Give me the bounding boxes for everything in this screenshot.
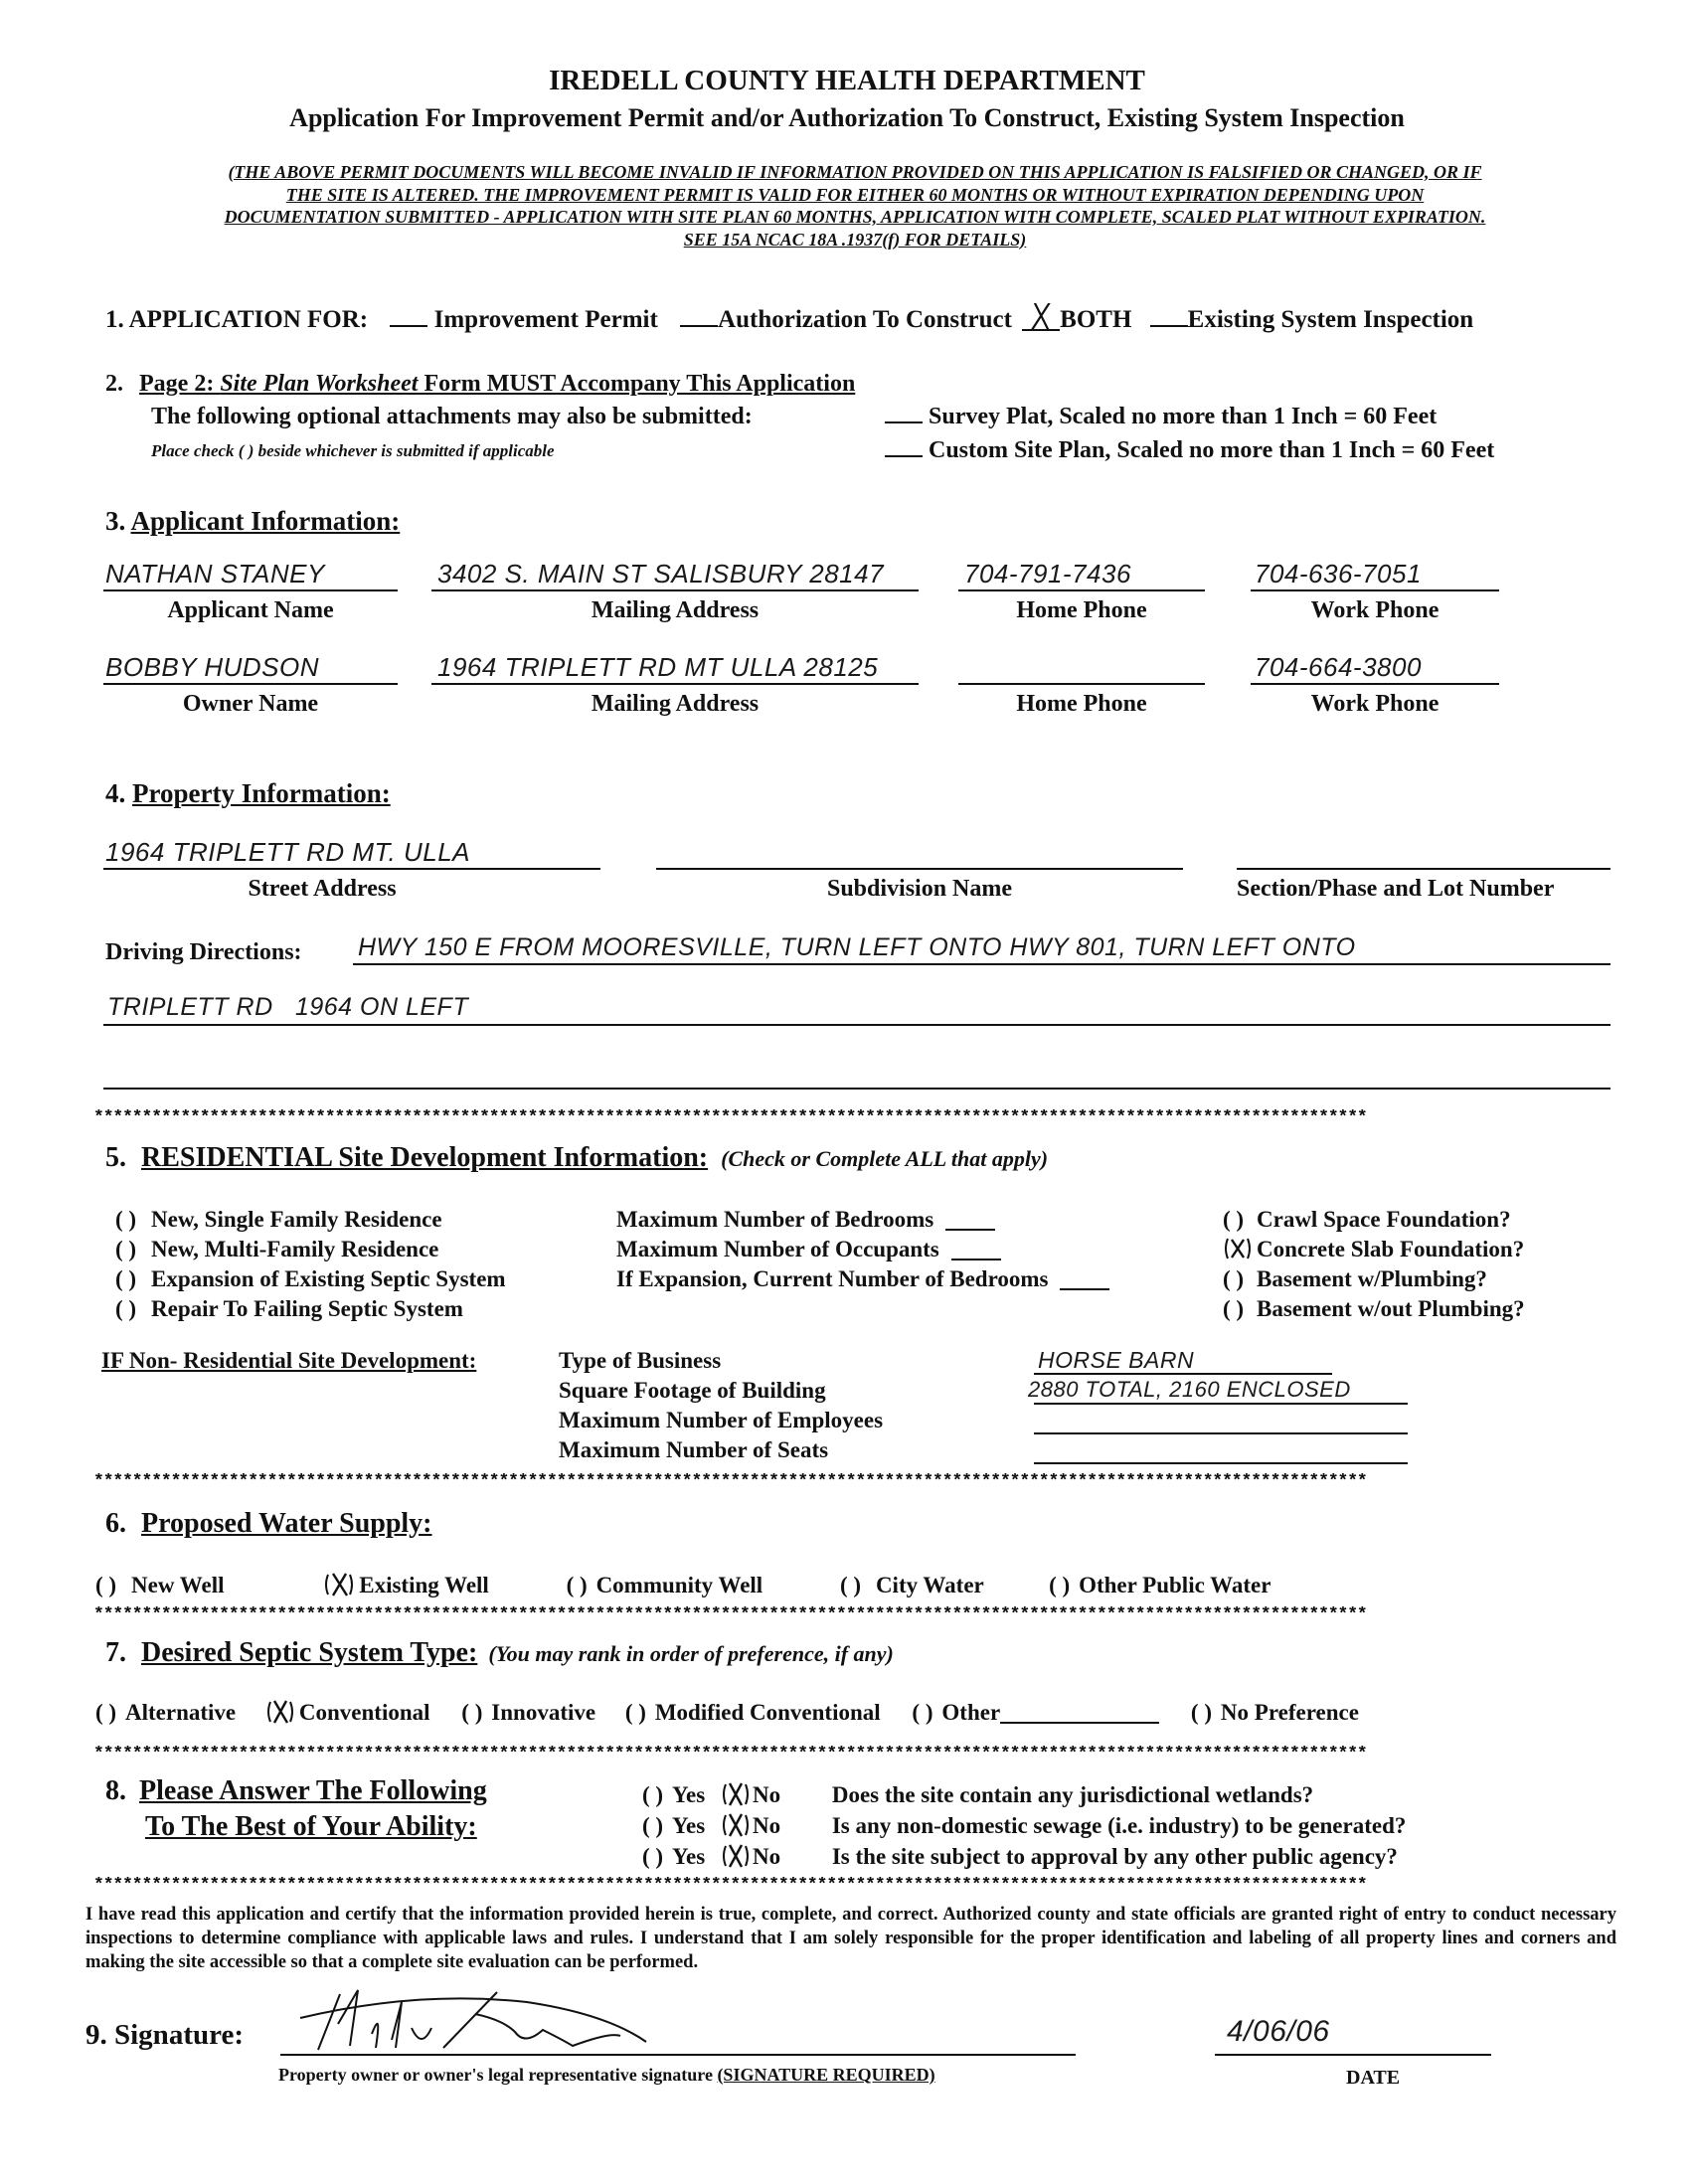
checkbox[interactable]: ( )	[115, 1296, 137, 1321]
yes-label: Yes	[672, 1844, 706, 1869]
work-phone-label: Work Phone	[1310, 597, 1440, 623]
expansion-option[interactable]	[115, 1264, 506, 1294]
no-checkbox[interactable]	[721, 1843, 753, 1869]
check-mark-icon	[323, 1572, 359, 1597]
applicant-work-phone-line	[1251, 589, 1499, 591]
option-label: Repair To Failing Septic System	[151, 1296, 463, 1321]
section-number: 6.	[105, 1508, 126, 1539]
other-public-water-option[interactable]	[1049, 1573, 1270, 1597]
checkbox[interactable]: ( )	[461, 1700, 483, 1725]
basement-plumbing-option[interactable]	[1223, 1264, 1525, 1294]
no-preference-option[interactable]	[1191, 1700, 1359, 1725]
certification-statement: I have read this application and certify that the information provided herein is true, complete, and correct. Authorized county and state officials are granted right of entry to conduct necessary inspections to determine compliance with applicable laws and rules. I understand that I am solely responsible for the proper identification and labeling of all property lines and corners and making the site accessible so that a complete site evaluation can be performed.	[85, 1905, 1616, 1972]
max-employees-line	[1034, 1432, 1408, 1434]
both-checkbox[interactable]	[1022, 303, 1060, 331]
non-residential-label: IF Non- Residential Site Development:	[101, 1348, 477, 1373]
street-address-label: Street Address	[248, 876, 397, 902]
no-checkbox[interactable]	[721, 1812, 753, 1838]
section-lot-line	[1237, 868, 1610, 870]
notice-line: SEE 15A NCAC 18A .1937(f) FOR DETAILS)	[683, 229, 1027, 250]
checkbox[interactable]	[323, 1572, 359, 1597]
separator: ************************************************************************************************************************************	[93, 1746, 1367, 1764]
signature-caption	[278, 2064, 935, 2086]
no-label: No	[752, 1813, 781, 1838]
applicant-work-phone-value[interactable]: 704-636-7051	[1255, 559, 1422, 588]
custom-site-plan-option	[885, 436, 1494, 464]
check-mark-icon	[721, 1812, 753, 1838]
owner-work-phone-line	[1251, 683, 1499, 685]
option-label: Alternative	[125, 1700, 237, 1725]
checkbox[interactable]: ( )	[839, 1573, 862, 1597]
check-mark-icon	[1022, 303, 1060, 329]
section-6-title	[105, 1507, 432, 1541]
max-employees-label: Maximum Number of Employees	[559, 1408, 884, 1432]
checkbox[interactable]: ( )	[95, 1573, 117, 1597]
option-label: Conventional	[298, 1700, 430, 1725]
section-number: 3.	[105, 506, 126, 536]
mailing-address-label: Mailing Address	[591, 597, 760, 623]
both-label: BOTH	[1060, 306, 1132, 333]
section-number: 7.	[105, 1637, 126, 1668]
concrete-slab-option[interactable]	[1223, 1235, 1525, 1264]
basement-no-plumbing-option[interactable]	[1223, 1294, 1525, 1324]
innovative-option[interactable]	[461, 1700, 595, 1725]
check-mark-icon	[721, 1781, 753, 1807]
yes-checkbox[interactable]: ( )	[642, 1782, 664, 1807]
title-suffix: Form MUST Accompany This Application	[418, 371, 856, 397]
improvement-permit-label: Improvement Permit	[433, 306, 658, 333]
validity-notice	[80, 161, 1630, 251]
max-bedrooms-input[interactable]	[945, 1207, 995, 1231]
owner-mailing-address-label: Mailing Address	[591, 691, 760, 717]
directions-underline-2	[103, 1024, 1610, 1026]
modified-conventional-option[interactable]	[625, 1700, 881, 1725]
custom-site-plan-checkbox[interactable]	[885, 455, 923, 457]
section-3-title	[105, 505, 400, 537]
driving-directions-label: Driving Directions:	[105, 939, 302, 965]
survey-plat-checkbox[interactable]	[885, 421, 923, 423]
applicant-name-value[interactable]: NATHAN STANEY	[105, 559, 325, 588]
title-italic: Site Plan Worksheet	[220, 371, 419, 397]
checkbox[interactable]: ( )	[1049, 1573, 1071, 1597]
form-title: Application For Improvement Permit and/or Authorization To Construct, Existing System Inspection	[289, 103, 1405, 132]
option-label: Basement w/out Plumbing?	[1257, 1296, 1525, 1321]
question-text: Is any non-domestic sewage (i.e. industry) to be generated?	[831, 1813, 1407, 1838]
yes-checkbox[interactable]: ( )	[642, 1844, 664, 1869]
non-residential-fields	[559, 1346, 883, 1465]
section-5-title	[105, 1141, 1048, 1176]
owner-work-phone-value[interactable]: 704-664-3800	[1255, 652, 1422, 682]
separator: ************************************************************************************************************************************	[93, 1606, 1367, 1624]
option-label: Existing Well	[359, 1573, 489, 1597]
water-supply-heading: Proposed Water Supply:	[141, 1508, 432, 1539]
yes-label: Yes	[672, 1813, 706, 1838]
date-value[interactable]: 4/06/06	[1227, 2015, 1330, 2048]
type-of-business-line	[1034, 1373, 1332, 1375]
check-mark-icon	[721, 1843, 753, 1869]
notice-line: THE SITE IS ALTERED. THE IMPROVEMENT PERMIT IS VALID FOR EITHER 60 MONTHS OR WITHOUT EXPIRATION DEPENDING UPON	[285, 184, 1425, 205]
option-label: New, Single Family Residence	[151, 1207, 442, 1232]
signature-line	[280, 2054, 1076, 2056]
septic-type-options	[95, 1698, 1359, 1728]
bedroom-occupant-fields	[616, 1205, 1109, 1294]
authorization-label: Authorization To Construct	[718, 306, 1012, 333]
new-single-family-option[interactable]	[115, 1205, 506, 1235]
separator: ************************************************************************************************************************************	[93, 1109, 1367, 1127]
option-label: City Water	[875, 1573, 984, 1597]
current-bedrooms-input[interactable]	[1060, 1266, 1109, 1290]
directions-line-1[interactable]: HWY 150 E FROM MOORESVILLE, TURN LEFT ONTO HWY 801, TURN LEFT ONTO	[358, 933, 1356, 961]
section-number: 8.	[105, 1775, 126, 1806]
no-label: No	[752, 1782, 781, 1807]
field-label: Maximum Number of Occupants	[616, 1237, 939, 1261]
checkbox[interactable]: ( )	[566, 1573, 588, 1597]
water-supply-options	[95, 1571, 1270, 1600]
date-label: DATE	[1346, 2067, 1401, 2089]
question-row	[642, 1779, 1406, 1810]
attachment-hint: Place check ( ) beside whichever is submitted if applicable	[151, 441, 555, 460]
septic-type-note: (You may rank in order of preference, if any)	[488, 1641, 894, 1666]
existing-well-option[interactable]	[323, 1573, 489, 1597]
no-label: No	[752, 1844, 781, 1869]
septic-type-heading: Desired Septic System Type:	[141, 1637, 478, 1668]
new-well-option[interactable]	[95, 1573, 224, 1597]
checkbox[interactable]: ( )	[1223, 1296, 1245, 1321]
option-label: No Preference	[1220, 1700, 1359, 1725]
repair-option[interactable]	[115, 1294, 506, 1324]
custom-site-plan-label: Custom Site Plan, Scaled no more than 1 Inch = 60 Feet	[929, 437, 1495, 463]
owner-address-value[interactable]: 1964 TRIPLETT RD MT ULLA 28125	[437, 652, 879, 682]
subdivision-label: Subdivision Name	[826, 876, 1013, 902]
section-lot-label: Section/Phase and Lot Number	[1237, 876, 1555, 902]
authorization-checkbox[interactable]	[680, 325, 718, 327]
option-label: Basement w/Plumbing?	[1257, 1266, 1487, 1291]
field-label: Maximum Number of Bedrooms	[616, 1207, 934, 1232]
owner-address-line	[431, 683, 919, 685]
residence-type-options	[115, 1205, 506, 1324]
residential-note: (Check or Complete ALL that apply)	[721, 1146, 1049, 1171]
property-info-heading: Property Information:	[132, 778, 391, 808]
home-phone-label: Home Phone	[1016, 597, 1147, 623]
question-row	[642, 1841, 1406, 1872]
street-address-line	[103, 868, 600, 870]
current-bedrooms-field	[616, 1264, 1109, 1294]
notice-line: (THE ABOVE PERMIT DOCUMENTS WILL BECOME INVALID IF INFORMATION PROVIDED ON THIS APPLICATION IS FALSIFIED OR CHANGED, OR IF	[228, 162, 1482, 182]
applicant-address-line	[431, 589, 919, 591]
checkbox[interactable]	[1223, 1236, 1257, 1261]
option-label: Other	[941, 1700, 1001, 1725]
yes-checkbox[interactable]: ( )	[642, 1813, 664, 1838]
applicant-name-line	[103, 589, 398, 591]
checkbox[interactable]: ( )	[624, 1700, 646, 1725]
signature-scribble[interactable]	[288, 1984, 686, 2054]
city-water-option[interactable]	[840, 1573, 983, 1597]
square-footage-label: Square Footage of Building	[559, 1378, 826, 1403]
existing-system-label: Existing System Inspection	[1187, 306, 1474, 333]
title-prefix: Page 2:	[139, 371, 221, 397]
section-7-title	[105, 1636, 894, 1671]
new-multi-family-option[interactable]	[115, 1235, 506, 1264]
option-label: Community Well	[595, 1573, 763, 1597]
checkbox[interactable]: ( )	[1190, 1700, 1212, 1725]
crawl-space-option[interactable]	[1223, 1205, 1525, 1235]
questions-heading-line-2: To The Best of Your Ability:	[145, 1811, 477, 1842]
section-number: 5.	[105, 1142, 126, 1173]
check-mark-icon	[265, 1699, 299, 1725]
applicant-home-phone-value[interactable]: 704-791-7436	[964, 559, 1131, 588]
signature-caption-text: Property owner or owner's legal representative signature	[278, 2065, 718, 2085]
residential-heading: RESIDENTIAL Site Development Information:	[141, 1142, 709, 1173]
section-number: 2.	[105, 371, 123, 397]
max-occupants-input[interactable]	[951, 1237, 1001, 1260]
directions-line-2[interactable]: TRIPLETT RD 1964 ON LEFT	[107, 993, 469, 1021]
option-label: New Well	[131, 1573, 225, 1597]
owner-home-phone-line	[958, 683, 1205, 685]
separator: ************************************************************************************************************************************	[93, 1473, 1367, 1491]
option-label: Innovative	[491, 1700, 596, 1725]
section-8-title	[105, 1773, 487, 1845]
notice-line: DOCUMENTATION SUBMITTED - APPLICATION WITH SITE PLAN 60 MONTHS, APPLICATION WITH COMPLETE, SCALED PLAT WITHOUT EXPIRATION.	[224, 207, 1486, 227]
option-label: Expansion of Existing Septic System	[151, 1266, 506, 1291]
owner-name-line	[103, 683, 398, 685]
type-of-business-label: Type of Business	[559, 1348, 722, 1373]
date-line	[1215, 2054, 1491, 2056]
question-text: Does the site contain any jurisdictional wetlands?	[831, 1782, 1314, 1807]
option-label: Crawl Space Foundation?	[1257, 1207, 1511, 1232]
applicant-home-phone-line	[958, 589, 1205, 591]
type-of-business-value[interactable]: HORSE BARN	[1038, 1347, 1195, 1373]
check-mark-icon	[1223, 1236, 1257, 1261]
owner-name-label: Owner Name	[182, 691, 319, 717]
square-footage-value[interactable]: 2880 TOTAL, 2160 ENCLOSED	[1028, 1377, 1351, 1402]
foundation-options	[1223, 1205, 1525, 1324]
checkbox[interactable]: ( )	[912, 1700, 933, 1725]
separator: ************************************************************************************************************************************	[93, 1877, 1367, 1895]
signature-label: 9. Signature:	[85, 2019, 244, 2051]
other-option[interactable]	[912, 1700, 1159, 1725]
signature-required-text: (SIGNATURE REQUIRED)	[717, 2065, 935, 2085]
question-text: Is the site subject to approval by any other public agency?	[831, 1844, 1398, 1869]
max-bedrooms-field	[616, 1205, 1109, 1235]
section-4-title	[105, 777, 391, 809]
section-1	[105, 303, 1473, 335]
checkbox[interactable]: ( )	[1223, 1207, 1245, 1232]
applicant-address-value[interactable]: 3402 S. MAIN ST SALISBURY 28147	[437, 559, 885, 588]
existing-system-checkbox[interactable]	[1150, 325, 1188, 327]
questions-heading-line-1: Please Answer The Following	[139, 1775, 487, 1806]
community-well-option[interactable]	[567, 1573, 763, 1597]
improvement-permit-checkbox[interactable]	[390, 325, 427, 327]
no-checkbox[interactable]	[721, 1781, 753, 1807]
optional-attachments-text: The following optional attachments may also be submitted:	[151, 404, 753, 429]
field-label: If Expansion, Current Number of Bedrooms	[616, 1266, 1049, 1291]
checkbox[interactable]: ( )	[95, 1700, 117, 1725]
checkbox[interactable]: ( )	[115, 1266, 137, 1291]
survey-plat-option	[885, 403, 1437, 430]
question-row	[642, 1810, 1406, 1841]
questions-list	[642, 1779, 1406, 1872]
checkbox[interactable]: ( )	[1223, 1266, 1245, 1291]
site-plan-requirement	[139, 371, 855, 397]
max-seats-label: Maximum Number of Seats	[559, 1437, 829, 1462]
agency-title: IREDELL COUNTY HEALTH DEPARTMENT	[549, 65, 1145, 96]
section-number: 4.	[105, 778, 126, 808]
street-address-value[interactable]: 1964 TRIPLETT RD MT. ULLA	[105, 837, 470, 867]
max-occupants-field	[616, 1235, 1109, 1264]
survey-plat-label: Survey Plat, Scaled no more than 1 Inch = 60 Feet	[929, 404, 1438, 429]
option-label: Concrete Slab Foundation?	[1257, 1237, 1525, 1261]
applicant-name-label: Applicant Name	[167, 597, 334, 623]
checkbox[interactable]: ( )	[115, 1237, 137, 1261]
owner-home-phone-label: Home Phone	[1016, 691, 1147, 717]
section-2-title	[105, 370, 855, 398]
square-footage-line	[1034, 1403, 1408, 1405]
application-for-label: 1. APPLICATION FOR:	[105, 306, 369, 333]
other-septic-input[interactable]	[1000, 1700, 1159, 1724]
owner-work-phone-label: Work Phone	[1310, 691, 1440, 717]
subdivision-line	[656, 868, 1183, 870]
option-label: Other Public Water	[1079, 1573, 1271, 1597]
conventional-option[interactable]	[265, 1700, 430, 1725]
alternative-option[interactable]	[95, 1700, 236, 1725]
max-seats-line	[1034, 1462, 1408, 1464]
option-label: New, Multi-Family Residence	[151, 1237, 439, 1261]
yes-label: Yes	[672, 1782, 706, 1807]
directions-underline-1	[353, 963, 1610, 965]
directions-underline-3	[103, 1088, 1610, 1090]
option-label: Modified Conventional	[654, 1700, 881, 1725]
owner-name-value[interactable]: BOBBY HUDSON	[105, 652, 320, 682]
checkbox[interactable]	[265, 1699, 299, 1725]
checkbox[interactable]: ( )	[115, 1207, 137, 1232]
applicant-info-heading: Applicant Information:	[130, 506, 401, 536]
